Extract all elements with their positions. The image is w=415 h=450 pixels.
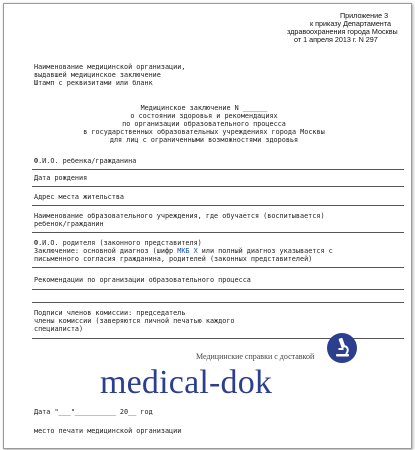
signatures-label-line-3: специалиста) [34,325,84,333]
title-line-3: по организации образовательного процесса [122,120,286,128]
divider-line [32,267,404,268]
organization-block [34,63,185,87]
watermark-logo-text: medical-dok [100,364,273,401]
title-line-4: в государственных образовательных учреждениях города Москвы [83,128,325,136]
org-line-2: выдавшей медицинское заключение [34,71,161,79]
parent-label: Ф.И.О. родителя (законного представителя) [34,239,202,247]
title-line-5: для лиц с ограниченными возможностями здоровья [109,136,299,144]
institution-label-line-2: ребенок/гражданин [34,220,104,228]
divider-line [32,186,404,187]
title-line-1: Медицинское заключение N ______ [140,104,268,112]
diagnosis-label-line-2: письменного согласия гражданина, родителей (законных представителей) [34,255,313,263]
org-line-1: Наименование медицинской организации, [34,63,186,71]
title-line-2: о состоянии здоровья и рекомендациях [130,112,278,120]
divider-line [32,169,404,170]
annex-line-4: от 1 апреля 2013 г. N 297 [294,35,378,44]
document-page [3,3,412,449]
child-name-label: Ф.И.О. ребенка/гражданина [34,157,137,165]
address-label: Адрес места жительства [34,193,125,201]
document-title [44,104,364,144]
annex-line-3: здравоохранения города Москвы [287,27,398,36]
divider-line [32,302,404,303]
diagnosis-text-pre: Заключение: основной диагноз (шифр [34,247,178,255]
signatures-label-line-2: члены комиссии (заверяются личной печатью каждого [34,317,235,325]
watermark-tagline: Медицинские справки с доставкой [196,352,315,361]
signatures-label-line-1: Подписи членов комиссии: председатель [34,309,186,317]
divider-line [32,232,404,233]
annex-line-1: Приложение 3 [340,11,389,20]
microscope-icon [326,332,358,364]
org-line-3: Штамп с реквизитами или бланк [34,79,153,87]
annex-line-2: к приказу Департамента [310,19,391,28]
recommendations-label: Рекомендации по организации образовательного процесса [34,276,251,284]
divider-line [32,205,404,206]
divider-line [32,289,404,290]
diagnosis-label [34,247,333,255]
birth-date-label: Дата рождения [34,174,88,182]
institution-label-line-1: Наименование образовательного учреждения, где обучается (воспитывается) [34,212,325,220]
diagnosis-text-post: или полный диагноз указывается с [197,247,333,255]
stamp-label: место печати медицинской организации [34,427,182,435]
annex-header [287,11,398,44]
date-field: Дата "___"__________ 20__ год [34,408,153,416]
mkb-link[interactable]: МКБ Х [177,247,198,255]
